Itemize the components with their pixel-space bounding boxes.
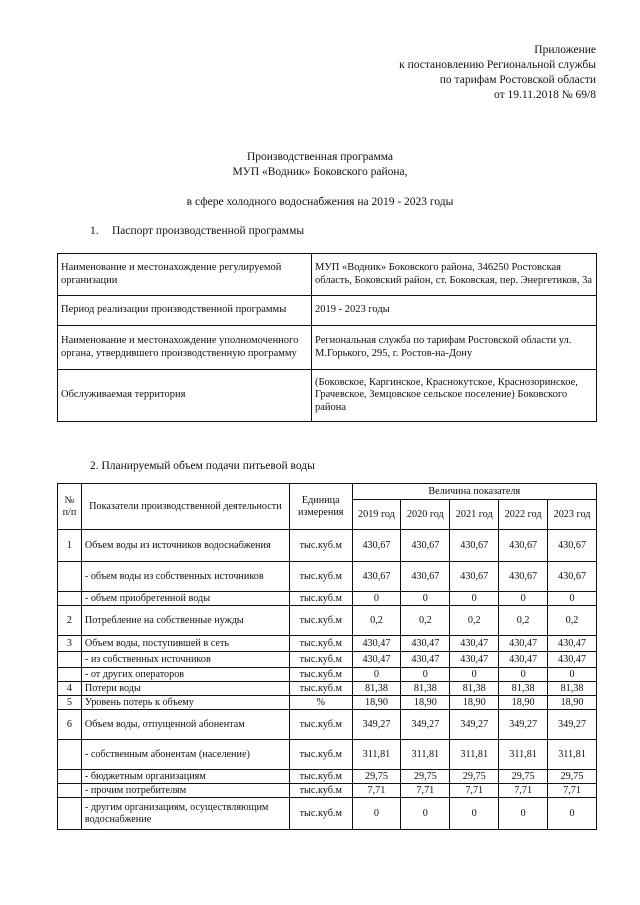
table-row xyxy=(58,530,597,562)
row-value: 29,75 xyxy=(548,770,597,784)
row-number: 1 xyxy=(58,530,82,562)
row-value: 7,71 xyxy=(450,784,499,798)
appendix-line: по тарифам Ростовской области xyxy=(439,74,596,86)
row-value: 81,38 xyxy=(401,682,450,696)
row-value: 0 xyxy=(352,668,401,682)
row-unit: тыс.куб.м xyxy=(289,606,352,636)
row-value: 18,90 xyxy=(401,696,450,710)
passport-key: Наименование и местонахождение регулируемой организации xyxy=(58,254,312,296)
passport-value: (Боковское, Каргинское, Краснокутское, Краснозоринское, Грачевское, Земцовское сельское поселение) Боковского района xyxy=(312,370,597,422)
row-indicator: Потери воды xyxy=(81,682,289,696)
row-number xyxy=(58,668,82,682)
row-value: 81,38 xyxy=(499,682,548,696)
row-value: 0,2 xyxy=(450,606,499,636)
row-value: 349,27 xyxy=(548,710,597,740)
row-value: 430,47 xyxy=(499,652,548,668)
header-no: № п/п xyxy=(58,484,82,530)
row-indicator: - от других операторов xyxy=(81,668,289,682)
passport-row xyxy=(58,296,597,326)
row-value: 0 xyxy=(401,798,450,830)
table-row xyxy=(58,770,597,784)
header-name: Показатели производственной деятельности xyxy=(81,484,289,530)
row-unit: тыс.куб.м xyxy=(289,562,352,592)
row-indicator: Объем воды, отпущенной абонентам xyxy=(81,710,289,740)
table-row xyxy=(58,652,597,668)
table-row xyxy=(58,606,597,636)
table-row xyxy=(58,696,597,710)
row-indicator: - объем приобретенной воды xyxy=(81,592,289,606)
passport-value: Региональная служба по тарифам Ростовской области ул. М.Горького, 295, г. Ростов-на-Дону xyxy=(312,326,597,370)
passport-row xyxy=(58,254,597,296)
table-row xyxy=(58,798,597,830)
row-value: 0 xyxy=(352,798,401,830)
row-value: 430,67 xyxy=(499,562,548,592)
row-value: 349,27 xyxy=(499,710,548,740)
row-number xyxy=(58,740,82,770)
program-scope: в сфере холодного водоснабжения на 2019 - 2023 годы xyxy=(186,196,454,208)
table-row xyxy=(58,710,597,740)
row-value: 349,27 xyxy=(401,710,450,740)
row-indicator: - прочим потребителям xyxy=(81,784,289,798)
row-value: 0 xyxy=(401,668,450,682)
table-row xyxy=(58,784,597,798)
row-value: 430,67 xyxy=(450,530,499,562)
row-number: 3 xyxy=(58,636,82,652)
row-value: 81,38 xyxy=(548,682,597,696)
row-unit: % xyxy=(289,696,352,710)
row-value: 29,75 xyxy=(352,770,401,784)
row-value: 0,2 xyxy=(352,606,401,636)
plan-table xyxy=(57,483,597,830)
row-value: 311,81 xyxy=(450,740,499,770)
row-value: 311,81 xyxy=(499,740,548,770)
table-row xyxy=(58,562,597,592)
row-unit: тыс.куб.м xyxy=(289,668,352,682)
row-value: 430,67 xyxy=(450,562,499,592)
row-value: 430,47 xyxy=(352,636,401,652)
appendix-line: Приложение xyxy=(534,44,596,56)
row-value: 311,81 xyxy=(401,740,450,770)
row-unit: тыс.куб.м xyxy=(289,530,352,562)
appendix-line: к постановлению Региональной службы xyxy=(399,59,596,71)
row-value: 0 xyxy=(450,798,499,830)
row-value: 7,71 xyxy=(548,784,597,798)
row-value: 0,2 xyxy=(548,606,597,636)
row-value: 430,67 xyxy=(401,562,450,592)
row-indicator: - другим организациям, осуществляющим водоснабжение xyxy=(81,798,289,830)
row-number xyxy=(58,770,82,784)
row-value: 430,47 xyxy=(499,636,548,652)
section-1-title: Паспорт производственной программы xyxy=(112,225,305,237)
passport-value: 2019 - 2023 годы xyxy=(312,296,597,326)
row-indicator: Объем воды из источников водоснабжения xyxy=(81,530,289,562)
header-row xyxy=(58,484,597,500)
row-value: 18,90 xyxy=(450,696,499,710)
row-unit: тыс.куб.м xyxy=(289,636,352,652)
section-1-number: 1. xyxy=(90,225,99,237)
row-value: 430,47 xyxy=(548,652,597,668)
row-value: 0 xyxy=(548,668,597,682)
header-unit: Единица измерения xyxy=(289,484,352,530)
row-number: 4 xyxy=(58,682,82,696)
header-year: 2022 год xyxy=(499,500,548,530)
row-value: 430,67 xyxy=(499,530,548,562)
table-row xyxy=(58,592,597,606)
row-value: 430,47 xyxy=(352,652,401,668)
header-year: 2019 год xyxy=(352,500,401,530)
row-indicator: - из собственных источников xyxy=(81,652,289,668)
row-value: 0 xyxy=(499,592,548,606)
row-value: 18,90 xyxy=(352,696,401,710)
passport-key: Период реализации производственной программы xyxy=(58,296,312,326)
row-number xyxy=(58,652,82,668)
row-number xyxy=(58,784,82,798)
row-unit: тыс.куб.м xyxy=(289,798,352,830)
row-value: 0 xyxy=(548,592,597,606)
row-value: 29,75 xyxy=(499,770,548,784)
row-value: 430,47 xyxy=(401,636,450,652)
row-value: 0 xyxy=(450,592,499,606)
row-value: 430,47 xyxy=(401,652,450,668)
row-value: 430,67 xyxy=(548,562,597,592)
row-number: 2 xyxy=(58,606,82,636)
row-value: 430,67 xyxy=(401,530,450,562)
table-row xyxy=(58,740,597,770)
header-year: 2021 год xyxy=(450,500,499,530)
row-value: 349,27 xyxy=(450,710,499,740)
row-value: 7,71 xyxy=(499,784,548,798)
row-unit: тыс.куб.м xyxy=(289,784,352,798)
row-indicator: Уровень потерь к объему xyxy=(81,696,289,710)
row-value: 18,90 xyxy=(548,696,597,710)
row-value: 0 xyxy=(401,592,450,606)
table-row xyxy=(58,668,597,682)
row-unit: тыс.куб.м xyxy=(289,770,352,784)
row-value: 18,90 xyxy=(499,696,548,710)
organization-title: МУП «Водник» Боковского района, xyxy=(232,166,408,178)
row-value: 81,38 xyxy=(450,682,499,696)
row-value: 0 xyxy=(548,798,597,830)
row-value: 0 xyxy=(499,668,548,682)
passport-table xyxy=(57,253,597,422)
row-number xyxy=(58,798,82,830)
row-value: 349,27 xyxy=(352,710,401,740)
row-number xyxy=(58,592,82,606)
row-indicator: Объем воды, поступившей в сеть xyxy=(81,636,289,652)
row-unit: тыс.куб.м xyxy=(289,592,352,606)
program-title: Производственная программа xyxy=(246,151,394,163)
row-value: 7,71 xyxy=(352,784,401,798)
row-indicator: - собственным абонентам (население) xyxy=(81,740,289,770)
row-unit: тыс.куб.м xyxy=(289,682,352,696)
row-number: 5 xyxy=(58,696,82,710)
row-value: 430,67 xyxy=(352,562,401,592)
row-value: 0 xyxy=(352,592,401,606)
row-indicator: Потребление на собственные нужды xyxy=(81,606,289,636)
section-1-heading xyxy=(90,224,304,239)
row-value: 29,75 xyxy=(450,770,499,784)
passport-row xyxy=(58,370,597,422)
row-indicator: - объем воды из собственных источников xyxy=(81,562,289,592)
row-value: 0 xyxy=(450,668,499,682)
row-unit: тыс.куб.м xyxy=(289,740,352,770)
section-2-heading: 2. Планируемый объем подачи питьевой воды xyxy=(90,460,315,472)
row-value: 0,2 xyxy=(499,606,548,636)
row-indicator: - бюджетным организациям xyxy=(81,770,289,784)
passport-key: Обслуживаемая территория xyxy=(58,370,312,422)
row-value: 81,38 xyxy=(352,682,401,696)
row-value: 0 xyxy=(499,798,548,830)
row-value: 0,2 xyxy=(401,606,450,636)
row-number: 6 xyxy=(58,710,82,740)
row-value: 430,47 xyxy=(450,636,499,652)
row-value: 7,71 xyxy=(401,784,450,798)
row-value: 430,67 xyxy=(548,530,597,562)
table-row xyxy=(58,636,597,652)
row-unit: тыс.куб.м xyxy=(289,710,352,740)
passport-key: Наименование и местонахождение уполномоченного органа, утвердившего производственную программу xyxy=(58,326,312,370)
row-unit: тыс.куб.м xyxy=(289,652,352,668)
plan-body xyxy=(58,530,597,830)
row-value: 311,81 xyxy=(548,740,597,770)
row-value: 430,47 xyxy=(450,652,499,668)
passport-value: МУП «Водник» Боковского района, 346250 Ростовская область, Боковский район, ст. Боковская, пер. Энергетиков, 3а xyxy=(312,254,597,296)
row-number xyxy=(58,562,82,592)
row-value: 311,81 xyxy=(352,740,401,770)
header-year: 2023 год xyxy=(548,500,597,530)
row-value: 430,67 xyxy=(352,530,401,562)
appendix-block xyxy=(399,43,596,103)
header-value: Величина показателя xyxy=(352,484,597,500)
table-row xyxy=(58,682,597,696)
row-value: 430,47 xyxy=(548,636,597,652)
appendix-line: от 19.11.2018 № 69/8 xyxy=(494,89,596,101)
row-value: 29,75 xyxy=(401,770,450,784)
header-year: 2020 год xyxy=(401,500,450,530)
passport-row xyxy=(58,326,597,370)
